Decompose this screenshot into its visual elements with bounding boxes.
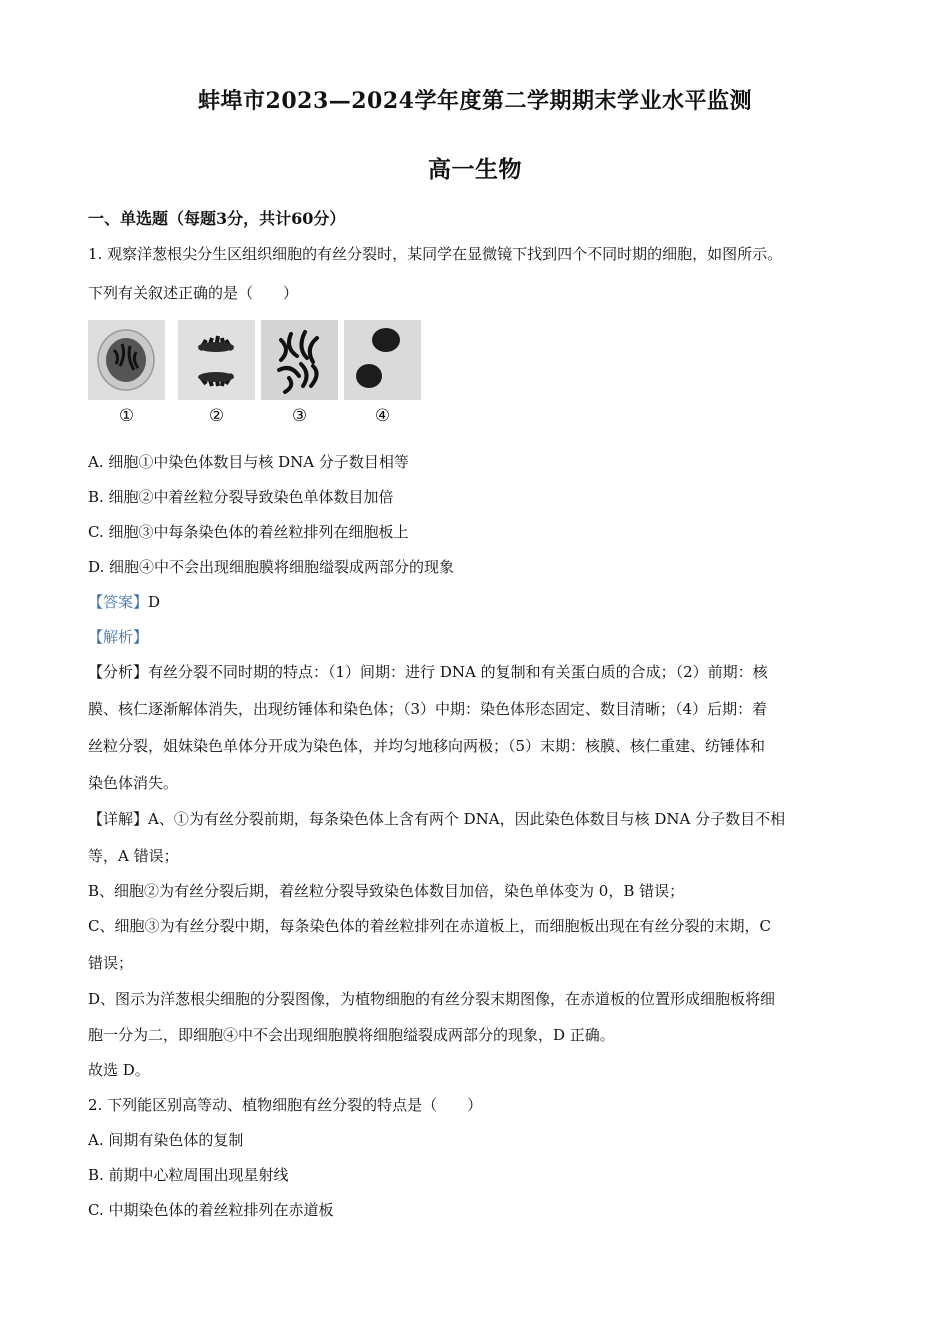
analysis-line-5: 【详解】A、①为有丝分裂前期，每条染色体上含有两个 DNA，因此染色体数目与核 DNA 分子数目不相 bbox=[88, 810, 786, 828]
figure-label-2: ② bbox=[208, 406, 225, 426]
q1-stem-line-2: 下列有关叙述正确的是（ ） bbox=[88, 284, 299, 302]
answer-tag: 【答案】 bbox=[88, 593, 149, 611]
q1-option-b: B. 细胞②中着丝粒分裂导致染色单体数目加倍 bbox=[88, 488, 394, 506]
analysis-tag: 【解析】 bbox=[88, 628, 149, 646]
analysis-line-10: D、图示为洋葱根尖细胞的分裂图像，为植物细胞的有丝分裂末期图像，在赤道板的位置形成细胞板将细 bbox=[88, 990, 776, 1008]
cell-image-2 bbox=[178, 320, 255, 400]
section-heading: 一、单选题（每题3分，共计60分） bbox=[88, 209, 346, 228]
analysis-line-4: 染色体消失。 bbox=[88, 774, 179, 792]
q1-stem-line-1: 1. 观察洋葱根尖分生区组织细胞的有丝分裂时，某同学在显微镜下找到四个不同时期的细胞，如图所示。 bbox=[88, 245, 783, 263]
analysis-line-6: 等，A 错误； bbox=[88, 847, 179, 865]
figure-label-3: ③ bbox=[291, 406, 308, 426]
q2-option-c: C. 中期染色体的着丝粒排列在赤道板 bbox=[88, 1201, 334, 1219]
analysis-line-11: 胞一分为二，即细胞④中不会出现细胞膜将细胞缢裂成两部分的现象，D 正确。 bbox=[88, 1026, 615, 1044]
q2-option-a: A. 间期有染色体的复制 bbox=[88, 1131, 244, 1149]
cell-image-3 bbox=[261, 320, 338, 400]
analysis-line-9: 错误； bbox=[88, 954, 134, 972]
q2-option-b: B. 前期中心粒周围出现星射线 bbox=[88, 1166, 289, 1184]
analysis-line-1: 【分析】有丝分裂不同时期的特点：（1）间期：进行 DNA 的复制和有关蛋白质的合成；（2）前期：核 bbox=[88, 663, 768, 681]
cell-image-4 bbox=[344, 320, 421, 400]
q1-option-c: C. 细胞③中每条染色体的着丝粒排列在细胞板上 bbox=[88, 523, 409, 541]
cell-image-1 bbox=[88, 320, 165, 400]
mitosis-figure bbox=[88, 320, 428, 430]
q2-stem: 2. 下列能区别高等动、植物细胞有丝分裂的特点是（ ） bbox=[88, 1096, 483, 1114]
analysis-line-8: C、细胞③为有丝分裂中期，每条染色体的着丝粒排列在赤道板上，而细胞板出现在有丝分裂的末期，C bbox=[88, 917, 771, 935]
analysis-line-2: 膜、核仁逐渐解体消失，出现纺锤体和染色体；（3）中期：染色体形态固定、数目清晰；（4）后期：着 bbox=[88, 700, 768, 718]
figure-label-4: ④ bbox=[374, 406, 391, 426]
answer-value: D bbox=[148, 593, 161, 611]
figure-label-1: ① bbox=[118, 406, 135, 426]
document-title: 蚌埠市2023—2024学年度第二学期期末学业水平监测 bbox=[198, 88, 752, 114]
analysis-line-7: B、细胞②为有丝分裂后期，着丝粒分裂导致染色体数目加倍，染色单体变为 0，B 错误； bbox=[88, 882, 685, 900]
q1-answer-line bbox=[88, 591, 868, 612]
document-subtitle: 高一生物 bbox=[428, 156, 522, 183]
q1-option-d: D. 细胞④中不会出现细胞膜将细胞缢裂成两部分的现象 bbox=[88, 558, 455, 576]
analysis-line-12: 故选 D。 bbox=[88, 1061, 150, 1079]
analysis-line-3: 丝粒分裂，姐妹染色单体分开成为染色体，并均匀地移向两极；（5）末期：核膜、核仁重建、纺锤体和 bbox=[88, 737, 766, 755]
q1-option-a: A. 细胞①中染色体数目与核 DNA 分子数目相等 bbox=[88, 453, 409, 471]
